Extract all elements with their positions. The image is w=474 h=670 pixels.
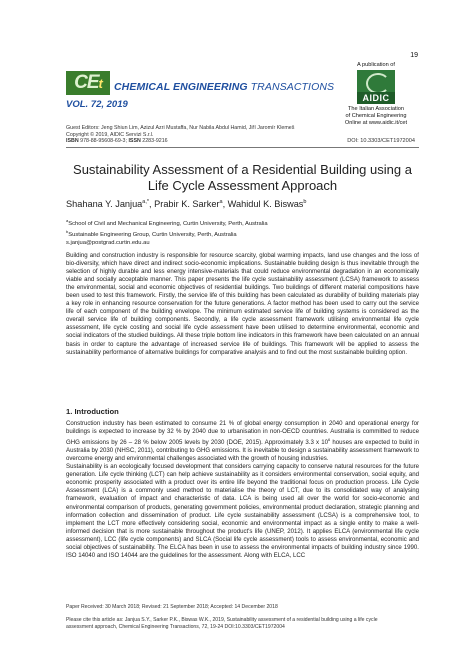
author-2-sup: a [219, 199, 223, 205]
author-email[interactable]: s.janjua@postgrad.curtin.edu.au [66, 240, 150, 247]
citation-note [66, 617, 426, 631]
copyright: Copyright © 2019, AIDIC Servizi S.r.l. [66, 131, 154, 138]
author-1: Shahana Y. Janjua [66, 199, 143, 210]
author-2: , Prabir K. Sarker [149, 199, 220, 210]
affiliation-b-text: Sustainable Engineering Group, Curtin University, Perth, Australia [68, 232, 237, 239]
publisher-block [331, 62, 421, 127]
affiliation-b-sup: b [66, 229, 69, 235]
intro-p1-part-a: Construction industry has been estimated to consume 21 % of global energy consumption in 2040 and operational energy for buildings is expected to increase by 32 % by 2040 due to urbanisation in non-OECD countries. Australia is committed to reduce GHG emissions by 26 – 28 % below 2005 levels by 2030 (DOE, 2015). Approximately 3.3 x 10 [66, 420, 419, 447]
journal-title-bold: CHEMICAL ENGINEERING [114, 81, 248, 93]
paper-title-line1: Sustainability Assessment of a Residential Building using a [73, 162, 412, 177]
issn: 2283-9216 [140, 138, 168, 145]
paper-received: Paper Received: 30 March 2018; Revised: 21 September 2018; Accepted: 14 December 2018 [66, 604, 278, 610]
author-3-sup: b [303, 199, 307, 205]
meta-block [66, 125, 294, 145]
aidic-logo [357, 70, 395, 104]
citation-line1: Please cite this article as: Janjua S.Y., Sarker P.K., Biswas W.K., 2019, Sustainability assessment of a residential building using a life cycle [66, 617, 378, 623]
cet-logo [66, 71, 110, 95]
affiliation-a-text: School of Civil and Mechanical Engineering, Curtin University, Perth, Australia [68, 220, 268, 227]
citation-line2: assessment approach, Chemical Engineering Transactions, 72, 19-24 DOI:10.3303/CET1972004 [66, 623, 285, 630]
intro-p1-exponent: 6 [328, 437, 331, 443]
authors [66, 199, 419, 209]
aidic-logo-label: AIDIC [357, 92, 395, 104]
author-1-sup: a, [142, 199, 147, 205]
isbn: 978-88-95608-69-3; [78, 138, 129, 145]
issn-label: ISSN [128, 138, 141, 145]
intro-p1-part-b: houses are expected to build in Australia by 2030 (NHSC, 2011), contributing to GHG emissions. It is inevitable to design a sustainability assessment framework to overcome energy and environmental challenges associated with the growth of housing industries. [66, 439, 419, 463]
cet-logo-text: CE [74, 72, 99, 93]
paper-title [66, 162, 419, 194]
cet-logo-letter: t [98, 76, 102, 91]
author-3: , Wahidul K. Biswas [222, 199, 304, 210]
affiliation-b [66, 228, 268, 239]
publisher-line1: A publication of [357, 62, 395, 68]
publisher-line2: The Italian Association [348, 106, 404, 112]
introduction-body [66, 420, 419, 560]
journal-title-rest: TRANSACTIONS [247, 81, 335, 93]
guest-editors: Guest Editors: Jeng Shiun Lim, Azizul Azri Mustaffa, Nur Nabila Abdul Hamid, Jiří Jaromír Klemeš [66, 125, 295, 131]
affiliations [66, 217, 268, 247]
publisher-line4: Online at www.aidic.it/cet [344, 120, 408, 126]
section-heading: 1. Introduction [66, 407, 119, 416]
doi: DOI: 10.3303/CET1972004 [347, 138, 415, 144]
header-divider [66, 147, 419, 148]
aidic-swirl-icon [366, 73, 390, 94]
abstract: Building and construction industry is responsible for resource scarcity, global warming impacts, land use changes and the loss of bio-diversity, which have direct and indirect socio-economic implications. Sustainable building design is thus inevitable through the selection of highly durable and less energy intensive-materials that could reduce environmental degradation in an economically viable and socially acceptable manner. This paper presents the life cycle sustainability assessment (LCSA) framework to assess the environmental, social and economic objectives of residential buildings. Two buildings of different material compositions have been used to test this framework. Firstly, the service life of this building has been calculated as durability of building materials play a key role in enhancing resource conservation for the future generations. A factor method has been used to carry out the service life of each component of the building envelope. The minimum estimated service life of building systems is considered as the overall service life of building components. Secondly, a life cycle assessment framework utilising environmental life cycle assessment, life cycle costing and social life cycle assessment have been utilised to determine environmental, economic and social indicators of the studied buildings. All these triple bottom line indicators in this framework have been calculated on an annual basis in order to capture the advantage of increased service life of buildings. This framework will be applied to assess the sustainability performance of alternative buildings for comparative analysis and to find out the most sustainable building option. [66, 252, 419, 356]
publisher-line3: of Chemical Engineering [345, 113, 407, 119]
paper-title-line2: Life Cycle Assessment Approach [147, 178, 338, 193]
isbn-label: ISBN [66, 138, 79, 145]
page-number: 19 [410, 52, 418, 59]
author-1-corresponding: * [146, 199, 150, 205]
intro-paragraph-2: Sustainability is an ecologically focused development that considers carrying capacity to conserve natural resources for the future generation. Life cycle thinking (LCT) can help achieve sustainability as it considers environmental conservation, social equity, and economic prosperity associated with a product over its entire life beyond the traditional focus on production process. Life Cycle Assessment (LCA) is a commonly used method to materialise the theory of LCT, due to its consolidated way of analysing framework, evaluation of impact and characteristic of data. LCA is being used all over the world for socio-economic and environmental comparison of products, generating government policies, environmental product declaration, strategic planning and information collection and dissemination of product. Life cycle sustainability assessment (LCSA) is a comprehensive tool, to implement the LCT more effectively considering social, economic and environmental impact as a single entity to make a well-informed decision that is more sustainable throughout the product's life (UNEP, 2012). It applies ELCA (environmental life cycle assessment), LCC (life cycle components) and SLCA (Social life cycle assessment) tools to assess environmental, economic and social objectives of sustainability. The ELCA has been in use to assess the environmental impacts of building industry since 1990. ISO 14040 and ISO 14044 are the guidelines for the assessment. Along with ELCA, LCC [66, 463, 419, 559]
volume: VOL. 72, 2019 [66, 99, 128, 110]
affiliation-a-sup: a [66, 218, 69, 223]
journal-title [114, 81, 334, 93]
intro-paragraph-1 [66, 420, 419, 463]
affiliation-a [66, 217, 268, 228]
isbn-issn [66, 138, 294, 145]
